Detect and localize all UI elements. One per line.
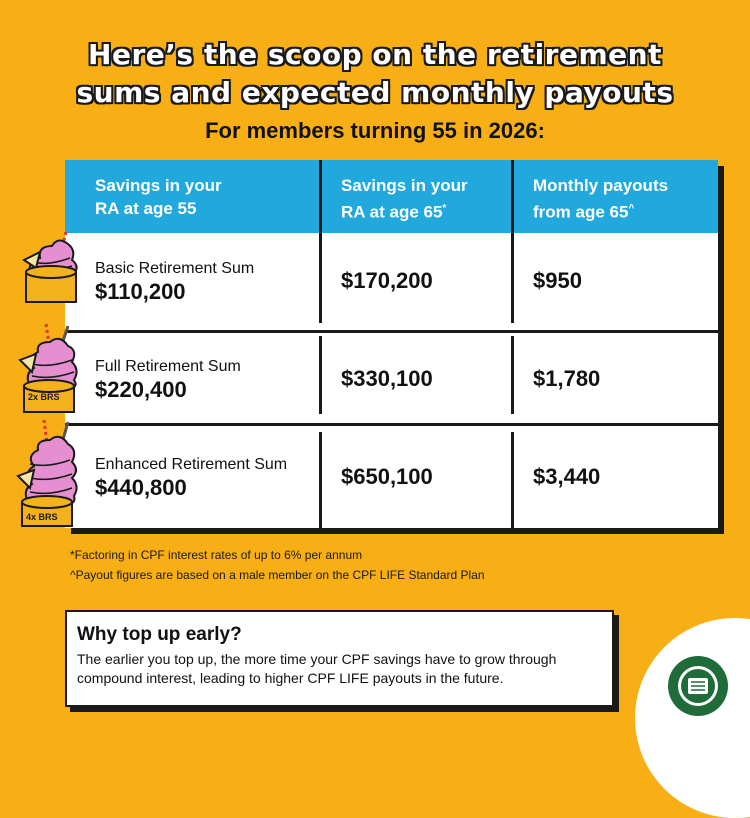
row2-label: Full Retirement Sum bbox=[95, 358, 241, 375]
header-ra-age-55-line1: Savings in your bbox=[95, 176, 222, 195]
row3-payout: $3,440 bbox=[533, 464, 601, 489]
footnote-interest: *Factoring in CPF interest rates of up to 6% per annum bbox=[70, 548, 363, 562]
row2-ra-at-65: $330,100 bbox=[341, 366, 433, 391]
logo-circle bbox=[635, 618, 750, 818]
row3-ra-at-65: $650,100 bbox=[341, 464, 433, 489]
row1-label: Basic Retirement Sum bbox=[95, 260, 255, 277]
header-ra-age-55-line2: RA at age 55 bbox=[95, 199, 197, 218]
header-monthly-payouts-line2 bbox=[533, 197, 668, 224]
header-monthly-payouts-mark: ^ bbox=[628, 203, 635, 214]
header-monthly-payouts-text: from age 65 bbox=[533, 202, 629, 222]
footnote-payout: ^Payout figures are based on a male member on the CPF LIFE Standard Plan bbox=[70, 568, 485, 582]
headline bbox=[0, 36, 750, 112]
row3-divider-2 bbox=[511, 432, 514, 528]
header-ra-age-65-text: RA at age 65 bbox=[341, 202, 443, 222]
row3-amount: $440,800 bbox=[95, 475, 187, 500]
why-top-up-callout bbox=[65, 610, 614, 707]
row1-payout: $950 bbox=[533, 268, 582, 293]
callout-body: The earlier you top up, the more time your CPF savings have to grow through compound interest, leading to higher CPF LIFE payouts in the future. bbox=[77, 651, 557, 686]
header-ra-age-55 bbox=[95, 174, 222, 220]
badge-2x-brs: 2x BRS bbox=[28, 392, 60, 402]
header-divider-2 bbox=[511, 160, 514, 233]
header-ra-age-65-line1: Savings in your bbox=[341, 176, 468, 195]
headline-line-2: sums and expected monthly payouts bbox=[76, 76, 674, 109]
cpf-board-seal-icon bbox=[666, 654, 730, 718]
subtitle: For members turning 55 in 2026: bbox=[205, 118, 545, 143]
retirement-sums-table bbox=[65, 160, 718, 528]
header-ra-age-65-line2 bbox=[341, 197, 468, 224]
ice-cream-cup-icon bbox=[18, 228, 88, 308]
header-monthly-payouts-line1: Monthly payouts bbox=[533, 176, 669, 195]
row3-divider-1 bbox=[319, 432, 322, 528]
badge-4x-brs: 4x BRS bbox=[26, 512, 58, 522]
row2-divider-2 bbox=[511, 336, 514, 414]
row1-ra-at-65: $170,200 bbox=[341, 268, 433, 293]
header-monthly-payouts bbox=[533, 174, 668, 224]
row3-label: Enhanced Retirement Sum bbox=[95, 456, 288, 473]
header-divider-1 bbox=[319, 160, 322, 233]
header-ra-age-65 bbox=[341, 174, 468, 224]
header-ra-age-65-mark: * bbox=[442, 203, 447, 214]
row1-divider-1 bbox=[319, 233, 322, 323]
row-divider-2 bbox=[65, 423, 718, 426]
row-divider-1 bbox=[65, 330, 718, 333]
callout-title: Why top up early? bbox=[77, 624, 242, 645]
headline-line-1: Here’s the scoop on the retirement bbox=[88, 38, 662, 71]
table-header bbox=[65, 160, 718, 233]
row2-payout: $1,780 bbox=[533, 366, 601, 391]
row1-divider-2 bbox=[511, 233, 514, 323]
row2-amount: $220,400 bbox=[95, 377, 187, 402]
row2-divider-1 bbox=[319, 336, 322, 414]
row1-amount: $110,200 bbox=[95, 279, 186, 304]
